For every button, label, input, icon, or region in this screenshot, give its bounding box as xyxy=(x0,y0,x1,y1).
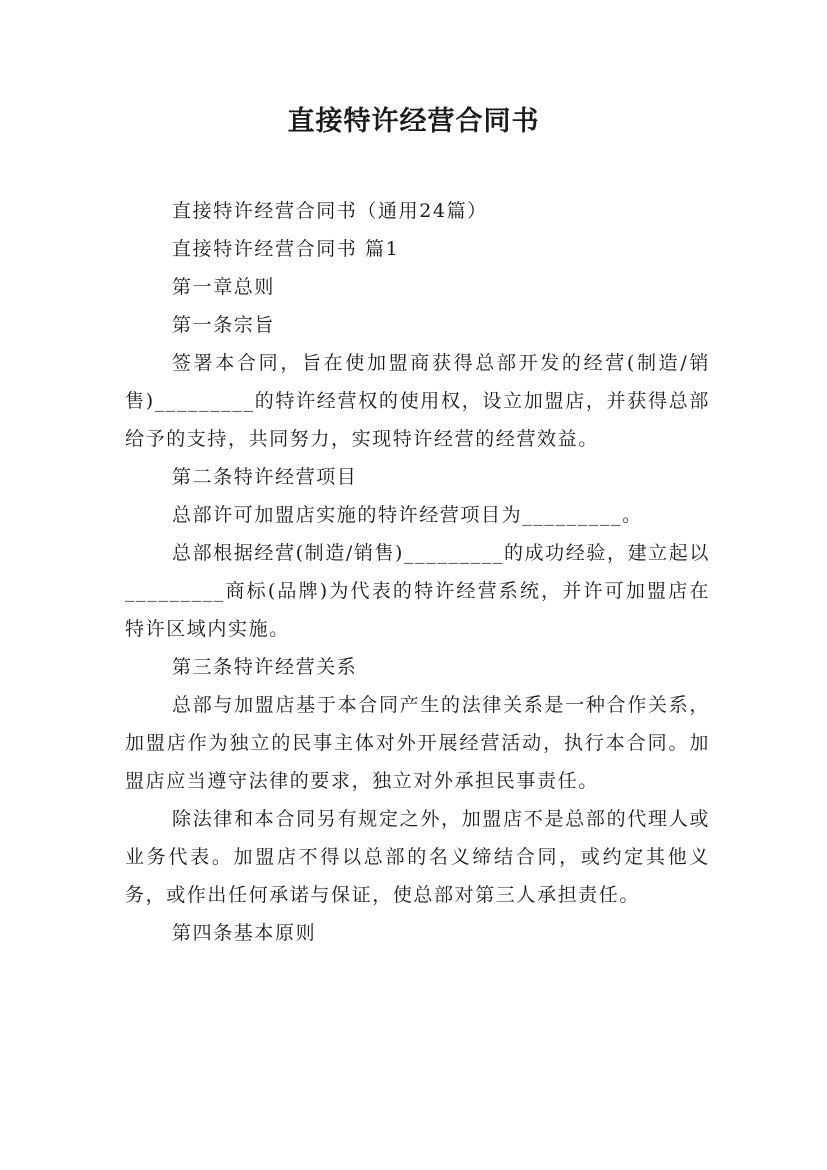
paragraph-article-3-text-1: 总部与加盟店基于本合同产生的法律关系是一种合作关系，加盟店作为独立的民事主体对外开展经营活动，执行本合同。加盟店应当遵守法律的要求，独立对外承担民事责任。 xyxy=(125,694,710,792)
document-title: 直接特许经营合同书 xyxy=(287,106,540,137)
paragraph-subtitle: 直接特许经营合同书（通用24篇） xyxy=(172,200,488,222)
paragraph-chapter-heading: 第一章总则 xyxy=(172,276,276,298)
paragraph-article-1-text: 签署本合同，旨在使加盟商获得总部开发的经营(制造/销售)_________的特许经营权的使用权，设立加盟店，并获得总部给予的支持，共同努力，实现特许经营的经营效益。 xyxy=(125,352,710,450)
paragraph-article-3-heading: 第三条特许经营关系 xyxy=(172,656,358,678)
paragraph-article-2-heading: 第二条特许经营项目 xyxy=(172,466,358,488)
paragraph-article-2-text-2: 总部根据经营(制造/销售)_________的成功经验，建立起以_________商标(品牌)为代表的特许经营系统，并许可加盟店在特许区域内实施。 xyxy=(125,542,710,640)
paragraph-article-2-text-1: 总部许可加盟店实施的特许经营项目为_________。 xyxy=(172,504,643,526)
paragraph-section-heading: 直接特许经营合同书 篇1 xyxy=(172,238,400,260)
document-body xyxy=(125,192,710,952)
paragraph-article-3-text-2: 除法律和本合同另有规定之外，加盟店不是总部的代理人或业务代表。加盟店不得以总部的名义缔结合同，或约定其他义务，或作出任何承诺与保证，使总部对第三人承担责任。 xyxy=(125,808,710,906)
paragraph-article-1-heading: 第一条宗旨 xyxy=(172,314,276,336)
paragraph-article-4-heading: 第四条基本原则 xyxy=(172,922,317,944)
